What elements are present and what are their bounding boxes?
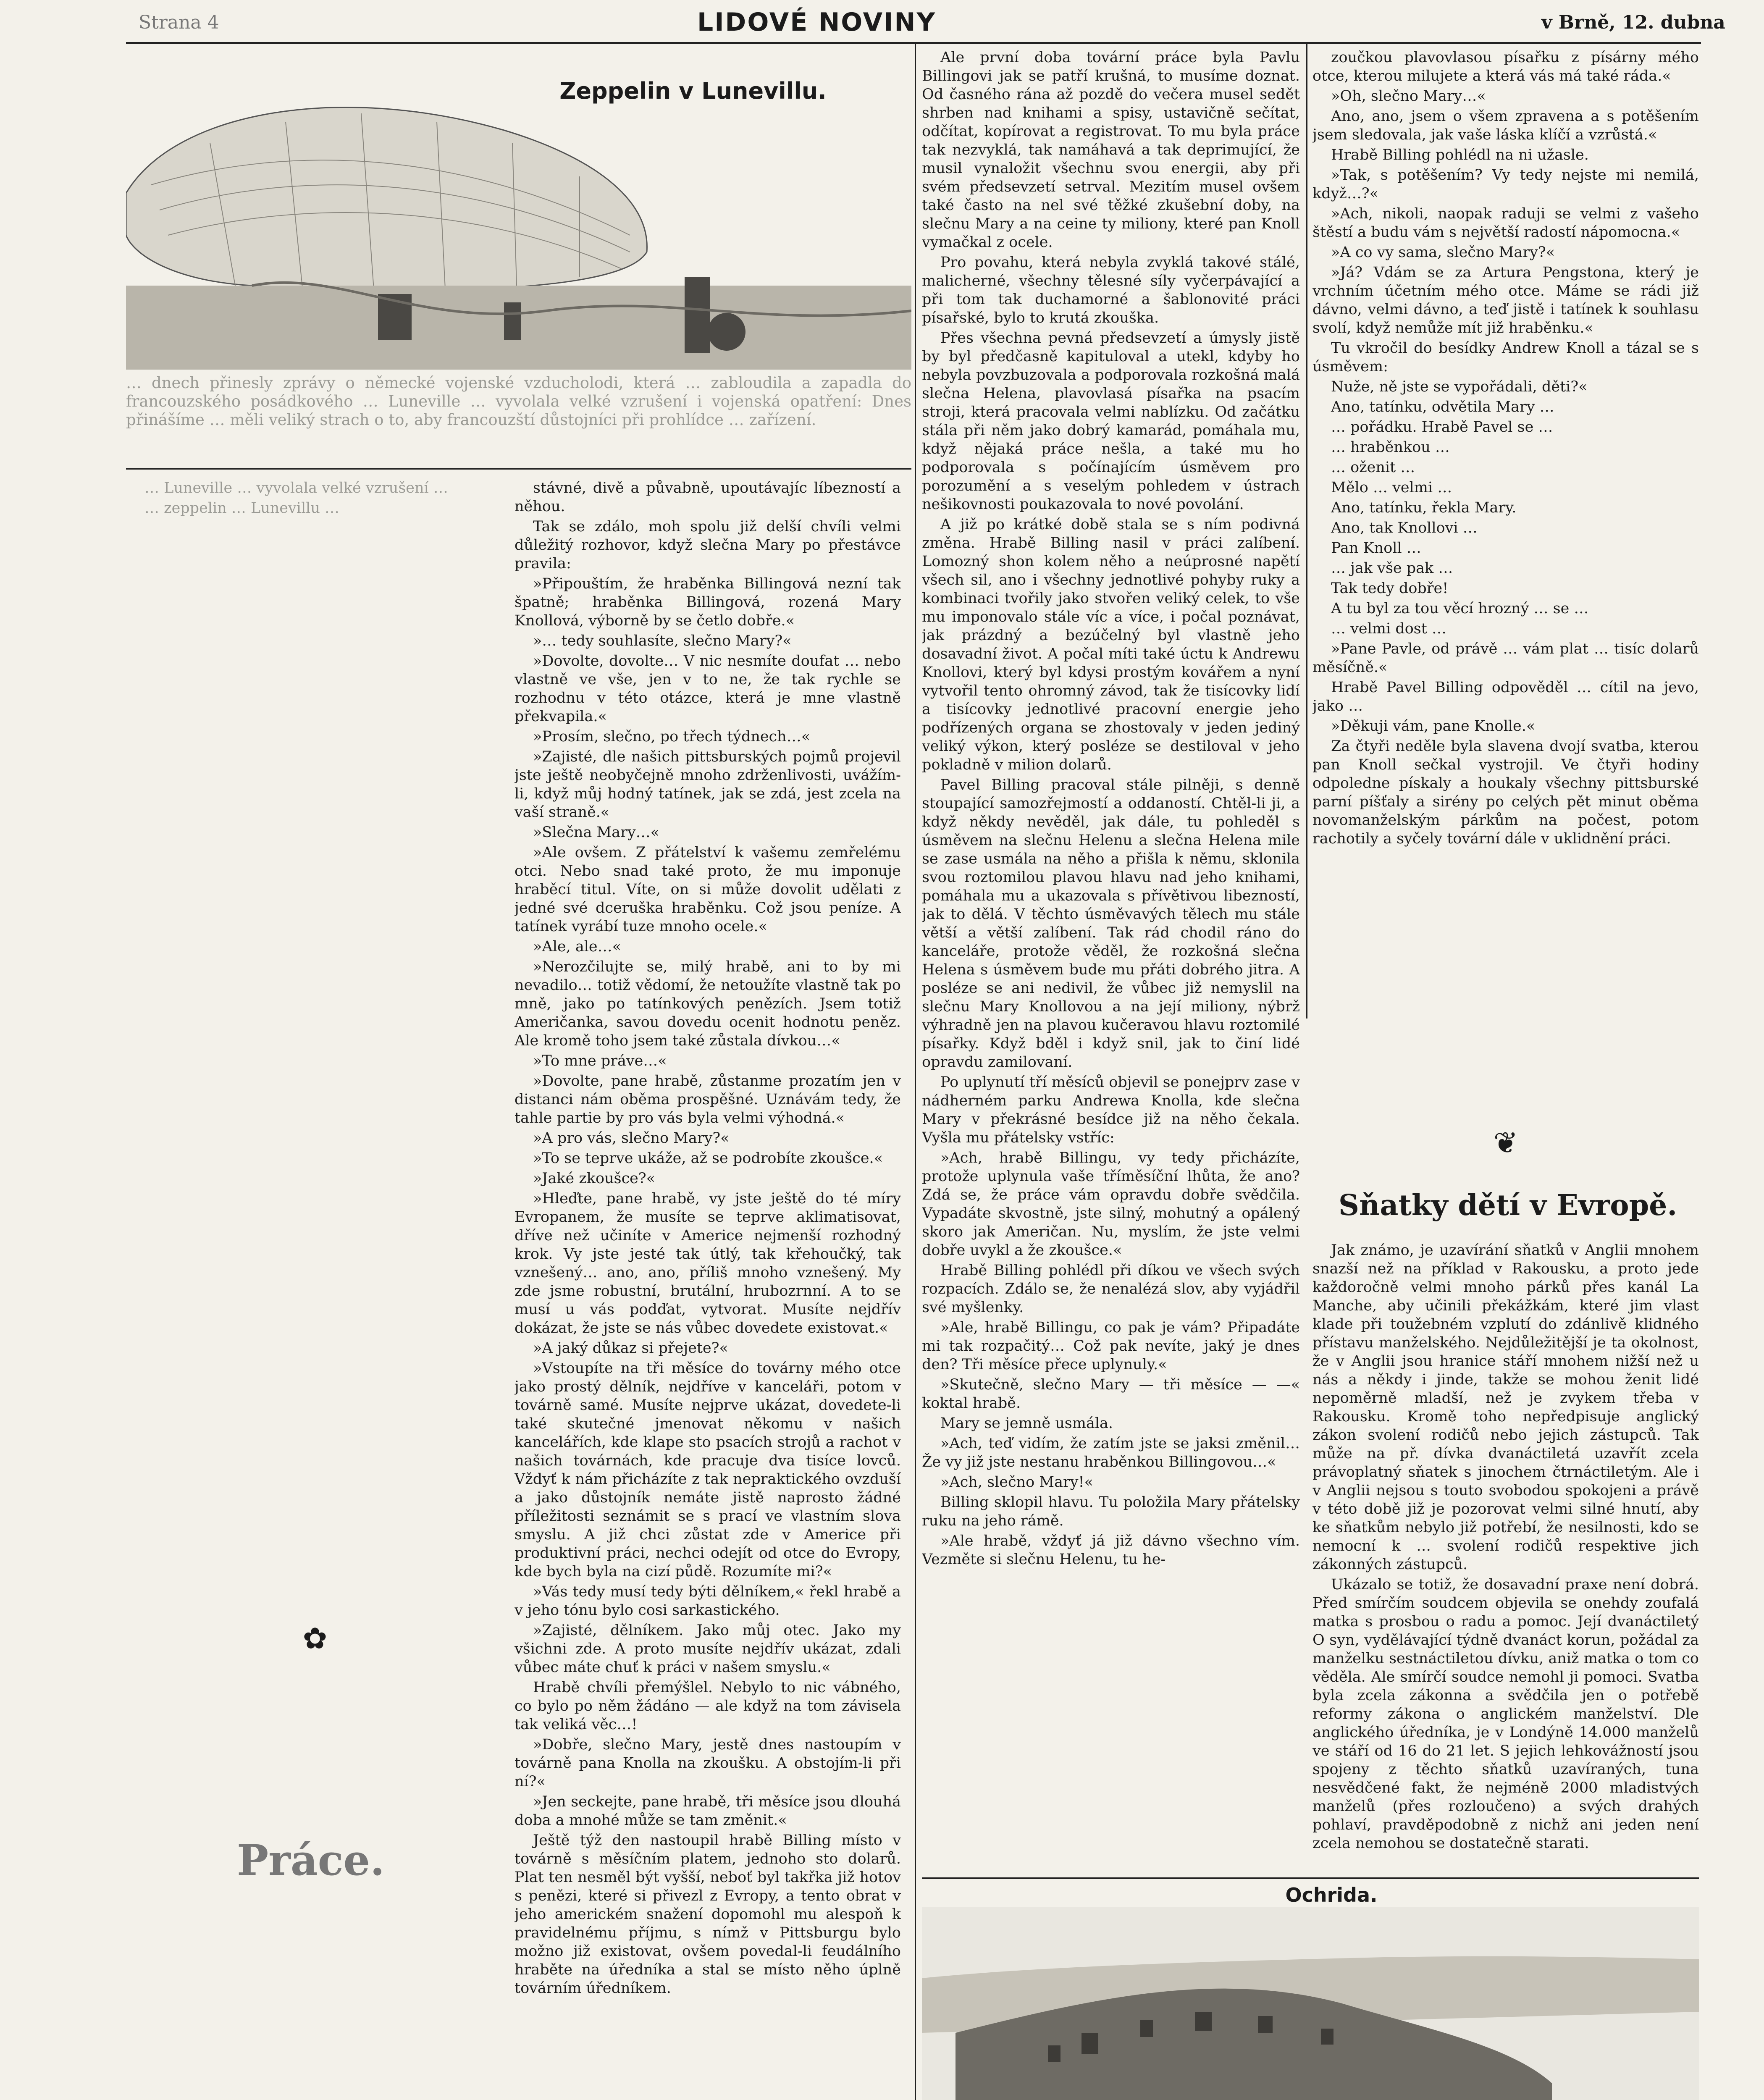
story-paragraph: Ano, tak Knollovi …	[1331, 520, 1478, 536]
story-paragraph: »Dovolte, pane hrabě, zůstanme prozatím jen v distanci nám oběma prospěšné. Uznávám tedy, že tahle partie by pro vás byla velmi výhodná.«	[514, 1073, 901, 1126]
story-paragraph: Hrabě Billing pohlédl na ni užasle.	[1331, 147, 1589, 163]
prace-intro-faded	[126, 1894, 504, 2100]
story-paragraph: »Jaké zkoušce?«	[533, 1170, 656, 1187]
column-1-faded	[126, 479, 504, 1621]
article-paragraph: Ukázalo se totiž, že dosavadní praxe není dobrá. Před smírčím soudcem objevila se onehdy zoufalá matka s prosbou o radu a pomoc. Její dvanáctiletý O syn, vydělávající týdně dvanáct korun, požádal za manželku sestnáctiletou dívku, aniž matka o tom co věděla. Ale smírčí soudce nemohl ji pomoci. Svatba byla zcela zákonna a svědčila jen o potřebě reformy zákona o anglickém manželství. Dle anglického úředníka, je v Londýně 14.000 manželů ve stáří od 16 do 21 let. S jejich lehkovážností jsou spojeny z těchto sňatků uzavíraných, tuna nesvědčené fakt, že nejméně 2000 mladistvých manželů (přes rozloučeno) a svých drahých pohlaví, pravděpodobně z nichž ani jeden není zcela nemohou se dostatečně starati.	[1312, 1576, 1699, 1852]
story-paragraph: »Jen seckejte, pane hrabě, tři měsíce jsou dlouhá doba a mnohé může se tam změnit.«	[514, 1793, 901, 1829]
story-paragraph: A již po krátké době stala se s ním podivná změna. Hrabě Billing nasil v práci zalíbení. Lomozný shon kolem něho a neúprosné napětí všech sil, ano i všechny jednotlivé pohyby ruky a kombinaci tvořily jako stvořen veliký celek, to vše mu imponovalo stále víc a více, i počal poznávat, jak prázdný a bezúčelný byl vlastně jeho dosavadní život. A počal míti také úctu k Andrewu Knollovi, který byl kdysi prostým kovářem a nyní vytvořil tento ohromný závod, tak že tisícovky lidí a tisícovky jednotlivé pracovní energie jeho podřízených organa se zhostovaly v jeden jediný veliký výkon, který posléze se destiloval v jeho pokladně v milion dolarů.	[922, 516, 1300, 773]
ornament-icon: ❦	[1493, 1126, 1518, 1160]
story-paragraph: Mělo … velmi …	[1331, 479, 1452, 496]
faded-paragraph: … zeppelin … Lunevillu …	[144, 500, 340, 517]
story-paragraph: Tu vkročil do besídky Andrew Knoll a tázal se s úsměvem:	[1312, 340, 1699, 375]
story-paragraph: »Ale, ale…«	[533, 938, 622, 955]
story-paragraph: zoučkou plavovlasou písařku z písárny mého otce, kterou milujete a která vás má také ráda.«	[1312, 49, 1699, 84]
caption-rule	[126, 468, 911, 470]
issue-date: v Brně, 12. dubna	[1541, 12, 1725, 33]
zeppelin-title: Zeppelin v Lunevillu.	[559, 78, 827, 104]
story-paragraph: »Ach, slečno Mary!«	[940, 1474, 1093, 1491]
prace-title: Práce.	[236, 1835, 385, 1885]
story-paragraph: … velmi dost …	[1331, 620, 1446, 637]
page-number: Strana 4	[139, 12, 219, 33]
story-paragraph: »Prosím, slečno, po třech týdnech…«	[533, 728, 811, 745]
story-paragraph: Ano, ano, jsem o všem zpravena a s potěšením jsem sledovala, jak vaše láska klíčí a vzrůstá.«	[1312, 108, 1699, 143]
column-3	[922, 48, 1300, 1875]
zeppelin-caption: … dnech přinesly zprávy o německé vojenské vzducholodi, která … zabloudila a zapadla do francouzského posádkového … Luneville … vyvolala velké vzrušení i vojenská opatření: Dnes přinášíme … měli veliký strach o to, aby francouzští důstojníci při prohlídce … zařízení.	[126, 374, 911, 429]
story-paragraph: »Nerozčilujte se, milý hrabě, ani to by mi nevadilo… totiž vědomí, že netoužíte vlastně tak po mně, jako po tatínkových penězích. Jsem totiž Američanka, savou dovedu ocenit hodnotu peněz. Ale kromě toho jsem také zůstala dívkou…«	[514, 958, 901, 1049]
story-paragraph: Po uplynutí tří měsíců objevil se ponejprv zase v nádherném parku Andrewa Knolla, kde slečna Mary v překrásné besídce již na něho čekala. Vyšla mu přátelsky vstříc:	[922, 1074, 1300, 1146]
story-paragraph: »Dovolte, dovolte… V nic nesmíte doufat … nebo vlastně ve vše, jen v to ne, že tak rychle se rozhodnu v této otázce, která je mne vlastně překvapila.«	[514, 653, 901, 725]
snatky-title: Sňatky dětí v Evropě.	[1338, 1189, 1677, 1222]
story-paragraph: »Ach, nikoli, naopak raduji se velmi z vašeho štěstí a budu vám s největší radostí nápomocna.«	[1312, 205, 1699, 241]
header-rule	[126, 42, 1701, 44]
zeppelin-illustration	[126, 59, 911, 370]
story-paragraph: »Tak, s potěšením? Vy tedy nejste mi nemilá, když…?«	[1312, 167, 1699, 202]
story-paragraph: »Slečna Mary…«	[533, 824, 660, 841]
story-paragraph: »Zajisté, dělníkem. Jako můj otec. Jako my všichni zde. A proto musíte nejdřív ukázat, zdali vůbec máte chuť k práci v našem smyslu.«	[514, 1622, 901, 1676]
story-paragraph: Za čtyři neděle byla slavena dvojí svatba, kterou pan Knoll sečkal vystrojil. Ve čtyři hodiny odpoledne pískaly a houkaly všechny pittsburské parní píšťaly a sirény po celých pět minut oběma novomanželským párkům na počest, potom rachotily a syčely tovární dále v uklidnění práci.	[1312, 738, 1699, 847]
ochrida-top-rule	[922, 1877, 1699, 1879]
story-paragraph: »Skutečně, slečno Mary — tři měsíce — —« koktal hrabě.	[922, 1376, 1300, 1412]
story-paragraph: »Hleďte, pane hrabě, vy jste ještě do té míry Evropanem, že musíte se teprve aklimatisovat, dříve než učiníte v Americe nejmenší rozhodný krok. Vy jste jesté tak útlý, tak křehoučký, tak vznešený… ano, ano, příliš mnoho vznešený. My zde jsme robustní, brutální, hrubozrnní. A to se musí u vás podďat, vytvorat. Musíte nejdřív dokázat, že jste se nás vůbec dovedete existovat.«	[514, 1190, 901, 1336]
story-paragraph: »… tedy souhlasíte, slečno Mary?«	[533, 633, 792, 649]
story-paragraph: Tak se zdálo, moh spolu již delší chvíli velmi důležitý rozhovor, když slečna Mary po přestávce pravila:	[514, 518, 901, 572]
page-header	[0, 0, 1764, 46]
story-paragraph: Mary se jemně usmála.	[940, 1415, 1113, 1432]
masthead: LIDOVÉ NOVINY	[697, 8, 937, 37]
story-paragraph: Tak tedy dobře!	[1331, 580, 1449, 597]
story-paragraph: Hrabě chvíli přemýšlel. Nebylo to nic vábného, co bylo po něm žádáno — ale když na tom závisela tak veliká věc…!	[514, 1679, 901, 1733]
faded-paragraph: … Luneville … vyvolala velké vzrušení …	[144, 480, 448, 496]
story-paragraph: »Ach, hrabě Billingu, vy tedy přicházíte, protože uplynula vaše tříměsíční lhůta, že ano? Zdá se, že práce vám opravdu dobře svědčila. Vypadáte skvostně, jste silný, mohutný a opálený skoro jak Američan. Nu, myslím, že jste velmi dobře uvykl a že zkoušce.«	[922, 1150, 1300, 1259]
story-paragraph: Pro povahu, která nebyla zvyklá takové stálé, malicherné, všechny tělesné síly vyčerpávající a při tom tak duchamorné a šablonovité práci písařské, bylo to krutá zkouška.	[922, 254, 1300, 326]
ochrida-title: Ochrida.	[1285, 1884, 1378, 1906]
story-paragraph: »To se teprve ukáže, až se podrobíte zkoušce.«	[533, 1150, 883, 1167]
story-paragraph: »A co vy sama, slečno Mary?«	[1331, 244, 1555, 261]
story-paragraph: … hraběnkou …	[1331, 439, 1450, 456]
story-paragraph: »To mne práve…«	[533, 1053, 667, 1069]
column-4	[1312, 48, 1699, 1031]
story-paragraph: A tu byl za tou věcí hrozný … se …	[1331, 600, 1589, 617]
story-paragraph: Billing sklopil hlavu. Tu položila Mary přátelsky ruku na jeho rámě.	[922, 1494, 1300, 1529]
snatky-article	[1312, 1241, 1699, 1863]
story-paragraph: »A pro vás, slečno Mary?«	[533, 1130, 730, 1147]
story-paragraph: »Pane Pavle, od právě … vám plat … tisíc dolarů měsíčně.«	[1312, 640, 1699, 676]
story-paragraph: … jak vše pak …	[1331, 560, 1453, 577]
story-paragraph: Ale první doba tovární práce byla Pavlu Billingovi jak se patří krušná, to musíme doznat. Od časného rána až pozdě do večera musel sedět shrben nad knihami a spisy, ustavičně sečítat, odčítat, kopírovat a registrovat. To mu byla práce tak nezvyklá, tak namáhavá a tak deprimující, že musil vynaložit všechnu svou energii, aby při svém předsevzetí setrval. Mezitím musel ovšem také často na nel své těžké zkušební doby, na slečnu Mary a na ceine ty miliony, které pan Knoll vymačkal z ocele.	[922, 49, 1300, 251]
column-divider	[1306, 44, 1307, 1018]
ochrida-photo	[922, 1907, 1699, 2100]
article-paragraph: Jak známo, je uzavírání sňatků v Anglii mnohem snazší než na příklad v Rakousku, a proto jede každoročně velmi mnoho párků přes kanál La Manche, aby učinili překážkám, které jim vlast klade při toužebném vzplutí do zdánlivě klidného přístavu manželského. Nejdůležitější je ta okolnost, že v Anglii jsou hranice stáří mnohem nižší než u nás a někdy i jinde, takže se mohou ženit lidé nepoměrně mladší, než je zvykem třeba v Rakousku. Kromě toho nepředpisuje anglický zákon svolení rodičů nebo jejich zástupců. Tak může na př. dívka dvanáctiletá uzavřít zcela právoplatný sňatek s jinochem čtrnáctiletým. Ale i v Anglii nejsou s touto svobodou spokojeni a právě v této době již je pozorovat velmi silné hnutí, aby ke sňatkům nebylo již potřebí, že nesilnosti, kdo se nemocní k … svolení rodičů respektive jich zákonných zástupců.	[1312, 1242, 1699, 1573]
story-paragraph: »A jaký důkaz si přejete?«	[533, 1340, 728, 1357]
story-paragraph: Hrabě Billing pohlédl při díkou ve všech svých rozpacích. Zdálo se, že nenalézá slov, aby vyjádřil své myšlenky.	[922, 1262, 1300, 1316]
story-paragraph: … pořádku. Hrabě Pavel se …	[1331, 419, 1553, 436]
story-paragraph: »Ale hrabě, vždyť já již dávno všechno vím. Vezměte si slečnu Helenu, tu he-	[922, 1533, 1300, 1568]
story-paragraph: stávné, divě a půvabně, upoutávajíc líbezností a něhou.	[514, 480, 901, 515]
story-paragraph: »Ale, hrabě Billingu, co pak je vám? Připadáte mi tak rozpačitý… Což pak nevíte, jaký je dnes den? Tři měsíce přece uplynuly.«	[922, 1319, 1300, 1373]
story-paragraph: »Dobře, slečno Mary, jestě dnes nastoupím v továrně pana Knolla na zkoušku. A obstojím-li při ní?«	[514, 1736, 901, 1790]
story-paragraph: »Vstoupíte na tři měsíce do továrny mého otce jako prostý dělník, nejdříve v kanceláři, potom v továrně samé. Musíte nejprve ukázat, dovedete-li také skutečné jmenovat někomu v našich kancelářích, kde klape sto psacích strojů a rachot v našich továrnách, kde pracuje dva tisíce lovců. Vždyť k nám přicházíte z tak nepraktického ovzduší a jako důstojník nemáte jistě naprosto žádné příležitosti seznámit se s prací ve vlastním slova smyslu. A již chci zůstat zde v Americe při produktivní práci, nechci odejít od otce do Evropy, kde bych byla na cizí půdě. Rozumíte mi?«	[514, 1360, 901, 1580]
story-paragraph: Pan Knoll …	[1331, 540, 1421, 556]
story-paragraph: Ano, tatínku, řekla Mary.	[1331, 499, 1517, 516]
story-paragraph: »Oh, slečno Mary…«	[1331, 88, 1486, 105]
story-paragraph: »Já? Vdám se za Artura Pengstona, který je vrchním účetním mého otce. Máme se rádi již dávno, velmi dávno, a teď jistě i tatínek k souhlasu svolí, když nemůže mít již hraběnku.«	[1312, 264, 1699, 336]
story-paragraph: »Připouštím, že hraběnka Billingová nezní tak špatně; hraběnka Billingová, rozená Mary Knollová, výborně by se četlo dobře.«	[514, 575, 901, 629]
story-paragraph: Pavel Billing pracoval stále pilněji, s denně stoupající samozřejmostí a oddaností. Chtěl-li ji, a když někdy nevěděl, jak dále, tu pohleděl s úsměvem na slečnu Helenu a slečna Helena mile se zase usmála na něho a přišla k němu, sklonila svou roztomilou plavou hlavu nad jeho knihami, pomáhala mu a ukazovala s přívětivou libezností, jak to dělá. V těchto úsměvavých tělech mu stále větší a větší zalíbení. Tak rád chodil ráno do kanceláře, protože věděl, že rozkošná slečna Helena s úsměvem bude mu přáti dobrého jitra. A posléze se ani nedivil, že vůbec již nemyslil na slečnu Mary Knollovou a na její miliony, nýbrž výhradně jen na plavou kučeravou hlavu roztomilé písařky. Když bděl i když snil, jak to činí lidé opravdu zamilovaní.	[922, 777, 1300, 1071]
column-divider	[915, 44, 916, 2100]
story-paragraph: Ještě týž den nastoupil hrabě Billing místo v továrně s měsíčním platem, jednoho sto dolarů. Plat ten nesměl být vyšší, neboť byl takřka již hotov s penězi, které si přivezl z Evropy, a tento obrat v jeho americkém snažení dopomohl mu alespoň k pravidelnému příjmu, s nímž v Pittsburgu bylo možno již existovat, ovšem povedal-li feudálního hraběte na úředníka a stal se místo něho úplně továrním úředníkem.	[514, 1832, 901, 1997]
story-paragraph: »Zajisté, dle našich pittsburských pojmů projevil jste ještě neobyčejně mnoho zdrženlivosti, uvážím-li, když můj hodný tatínek, jak se zdá, jest zcela na vaší straně.«	[514, 748, 901, 821]
story-paragraph: »Ale ovšem. Z přátelství k vašemu zemřelému otci. Nebo snad také proto, že mu imponuje hraběcí titul. Víte, on si může dovolit udělati z jedné své dceruška hraběnku. Což jsou peníze. A tatínek vyrábí tuze mnoho ocele.«	[514, 844, 901, 935]
story-paragraph: Hrabě Pavel Billing odpověděl … cítil na jevo, jako …	[1312, 679, 1699, 714]
story-paragraph: »Vás tedy musí tedy býti dělníkem,« řekl hrabě a v jeho tónu bylo cosi sarkastického.	[514, 1583, 901, 1619]
ornament-icon: ✿	[302, 1621, 328, 1656]
story-paragraph: »Děkuji vám, pane Knolle.«	[1331, 718, 1536, 735]
story-paragraph: Nuže, ně jste se vypořádali, děti?«	[1331, 378, 1588, 395]
story-paragraph: Přes všechna pevná předsevzetí a úmysly jistě by byl předčasně kapituloval a utekl, kdyby ho nebyla povzbuzovala a podporovala rozkošná malá slečna Helena, plavovlasá písařka na psacím stroji, která pracovala velmi nablízku. Od začátku stála při něm jako dobrý kamarád, pomáhala mu, když nějaká práce nešla, a také mu ho podporovala s počínajícím úsměvem pro porozumění a s veselým pohledem v ústrach nešikovnosti poukazovala to nové povolání.	[922, 330, 1300, 513]
column-2	[514, 479, 901, 2100]
story-paragraph: »Ach, teď vidím, že zatím jste se jaksi změnil… Že vy již jste nestanu hraběnkou Billingovou…«	[922, 1435, 1300, 1470]
story-paragraph: Ano, tatínku, odvětila Mary …	[1331, 399, 1554, 415]
story-paragraph: … oženit …	[1331, 459, 1415, 476]
